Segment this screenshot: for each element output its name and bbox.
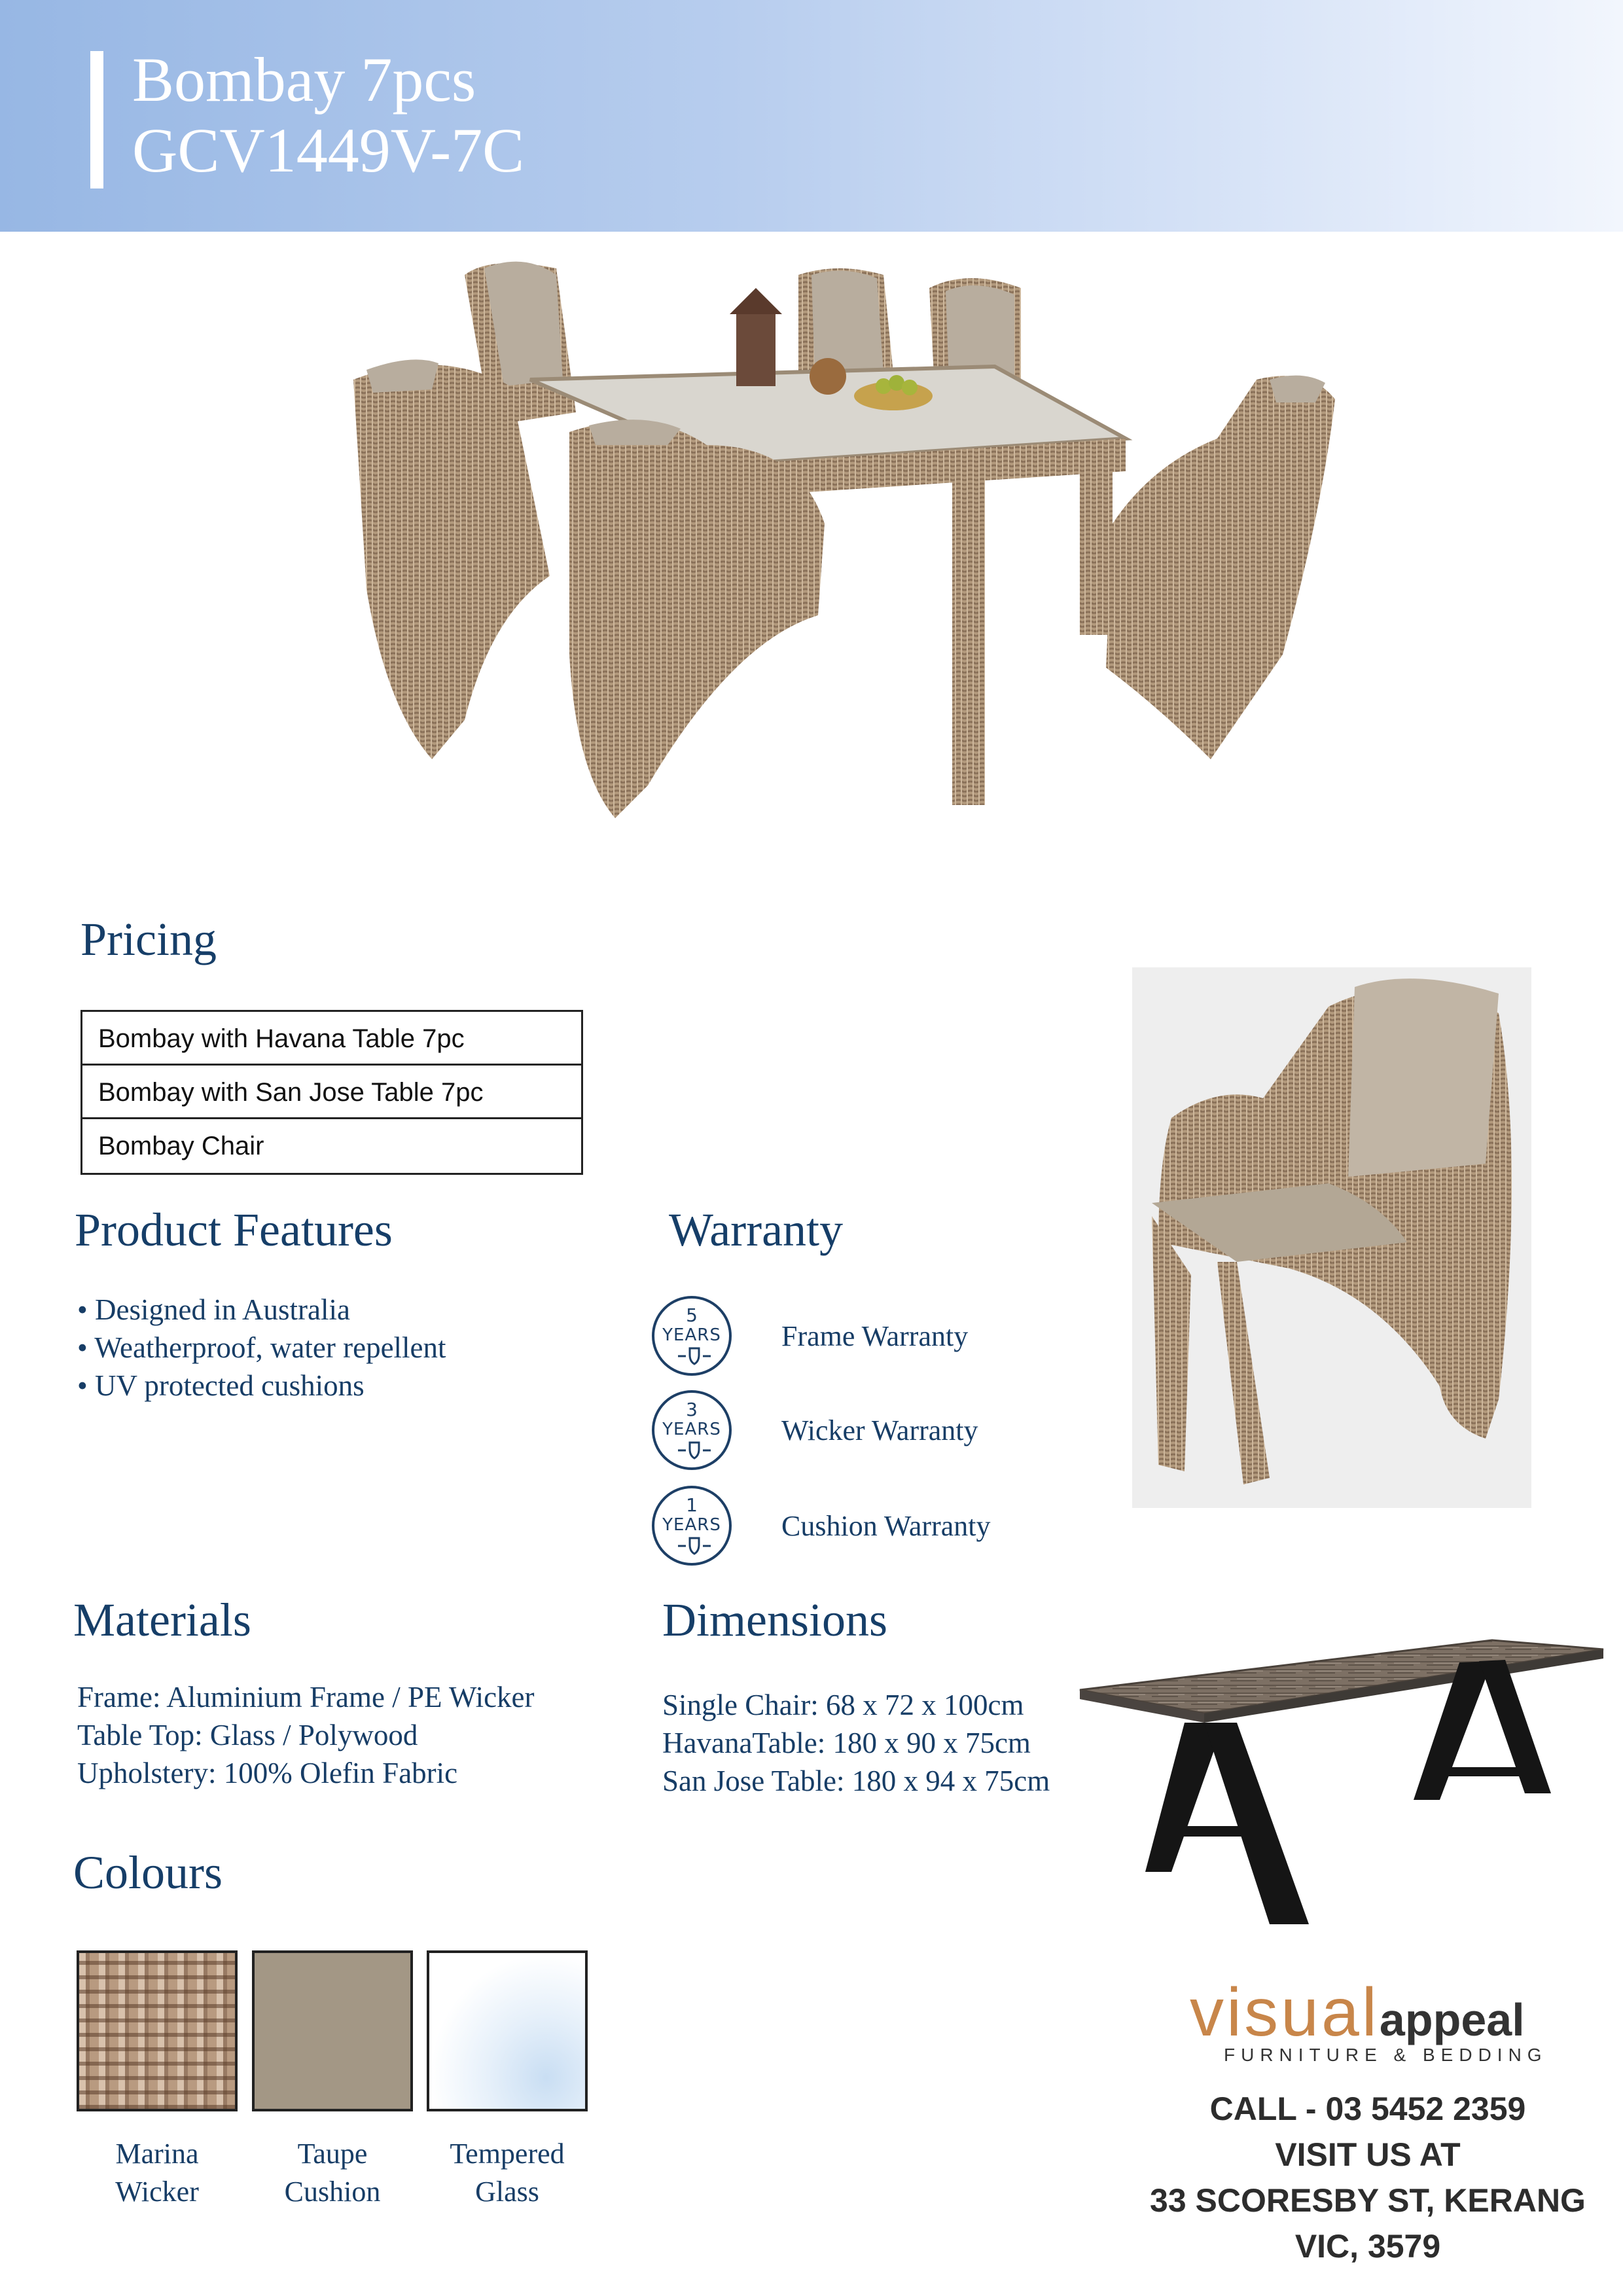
dining-set-photo [340, 249, 1361, 877]
marina-wicker-swatch [77, 1950, 238, 2111]
swatch-label: Tempered Glass [450, 2138, 565, 2208]
material-line: Upholstery: 100% Olefin Fabric [77, 1757, 458, 1789]
warranty-label: Cushion Warranty [781, 1510, 991, 1542]
logo-visual-text: visual [1190, 1975, 1380, 2051]
swatch-label: Marina Wicker [115, 2138, 199, 2208]
contact-address: 33 SCORESBY ST, KERANG [1150, 2182, 1586, 2219]
dimension-line: Single Chair: 68 x 72 x 100cm [662, 1689, 1024, 1721]
warranty-item [652, 1390, 1110, 1479]
feature-item: • Weatherproof, water repellent [77, 1331, 446, 1364]
dimensions-title: Dimensions [662, 1594, 888, 1646]
product-title: Bombay 7pcs [132, 45, 476, 115]
tempered-glass-swatch [427, 1950, 588, 2111]
shield-badge-icon: 5 YEARS [652, 1296, 732, 1376]
contact-address-state: VIC, 3579 [1294, 2228, 1441, 2265]
warranty-title: Warranty [669, 1204, 844, 1256]
material-line: Table Top: Glass / Polywood [77, 1719, 418, 1751]
colours-title: Colours [73, 1846, 223, 1899]
dimension-line: HavanaTable: 180 x 90 x 75cm [662, 1727, 1031, 1759]
dimension-line: San Jose Table: 180 x 94 x 75cm [662, 1765, 1050, 1797]
warranty-label: Wicker Warranty [781, 1414, 978, 1446]
features-title: Product Features [75, 1204, 393, 1256]
warranty-item [652, 1486, 1110, 1575]
contact-phone: CALL - 03 5452 2359 [1209, 2090, 1526, 2127]
taupe-cushion-swatch [252, 1950, 413, 2111]
feature-item: • Designed in Australia [77, 1293, 350, 1326]
swatch-label: Taupe Cushion [284, 2138, 381, 2208]
pricing-title: Pricing [80, 913, 217, 965]
header-accent-bar [90, 51, 103, 188]
single-chair-photo [1132, 967, 1531, 1508]
shield-badge-icon: 3 YEARS [652, 1390, 732, 1470]
brand-logo [1190, 1974, 1525, 2052]
shield-badge-icon: 1 YEARS [652, 1486, 732, 1566]
brand-tagline: FURNITURE & BEDDING [1224, 2045, 1548, 2065]
materials-title: Materials [73, 1594, 251, 1646]
pricing-row: Bombay with Havana Table 7pc [82, 1012, 581, 1066]
contact-visit: VISIT US AT [1275, 2136, 1461, 2173]
table-photo [1073, 1636, 1610, 1937]
pricing-row: Bombay with San Jose Table 7pc [82, 1066, 581, 1119]
feature-item: • UV protected cushions [77, 1369, 365, 1402]
logo-appeal-text: appeal [1379, 1994, 1525, 2045]
pricing-row: Bombay Chair [98, 1132, 264, 1160]
material-line: Frame: Aluminium Frame / PE Wicker [77, 1681, 535, 1713]
warranty-item [652, 1296, 1110, 1385]
product-code: GCV1449V-7C [132, 115, 525, 185]
pricing-table [80, 1010, 583, 1175]
warranty-label: Frame Warranty [781, 1320, 969, 1352]
